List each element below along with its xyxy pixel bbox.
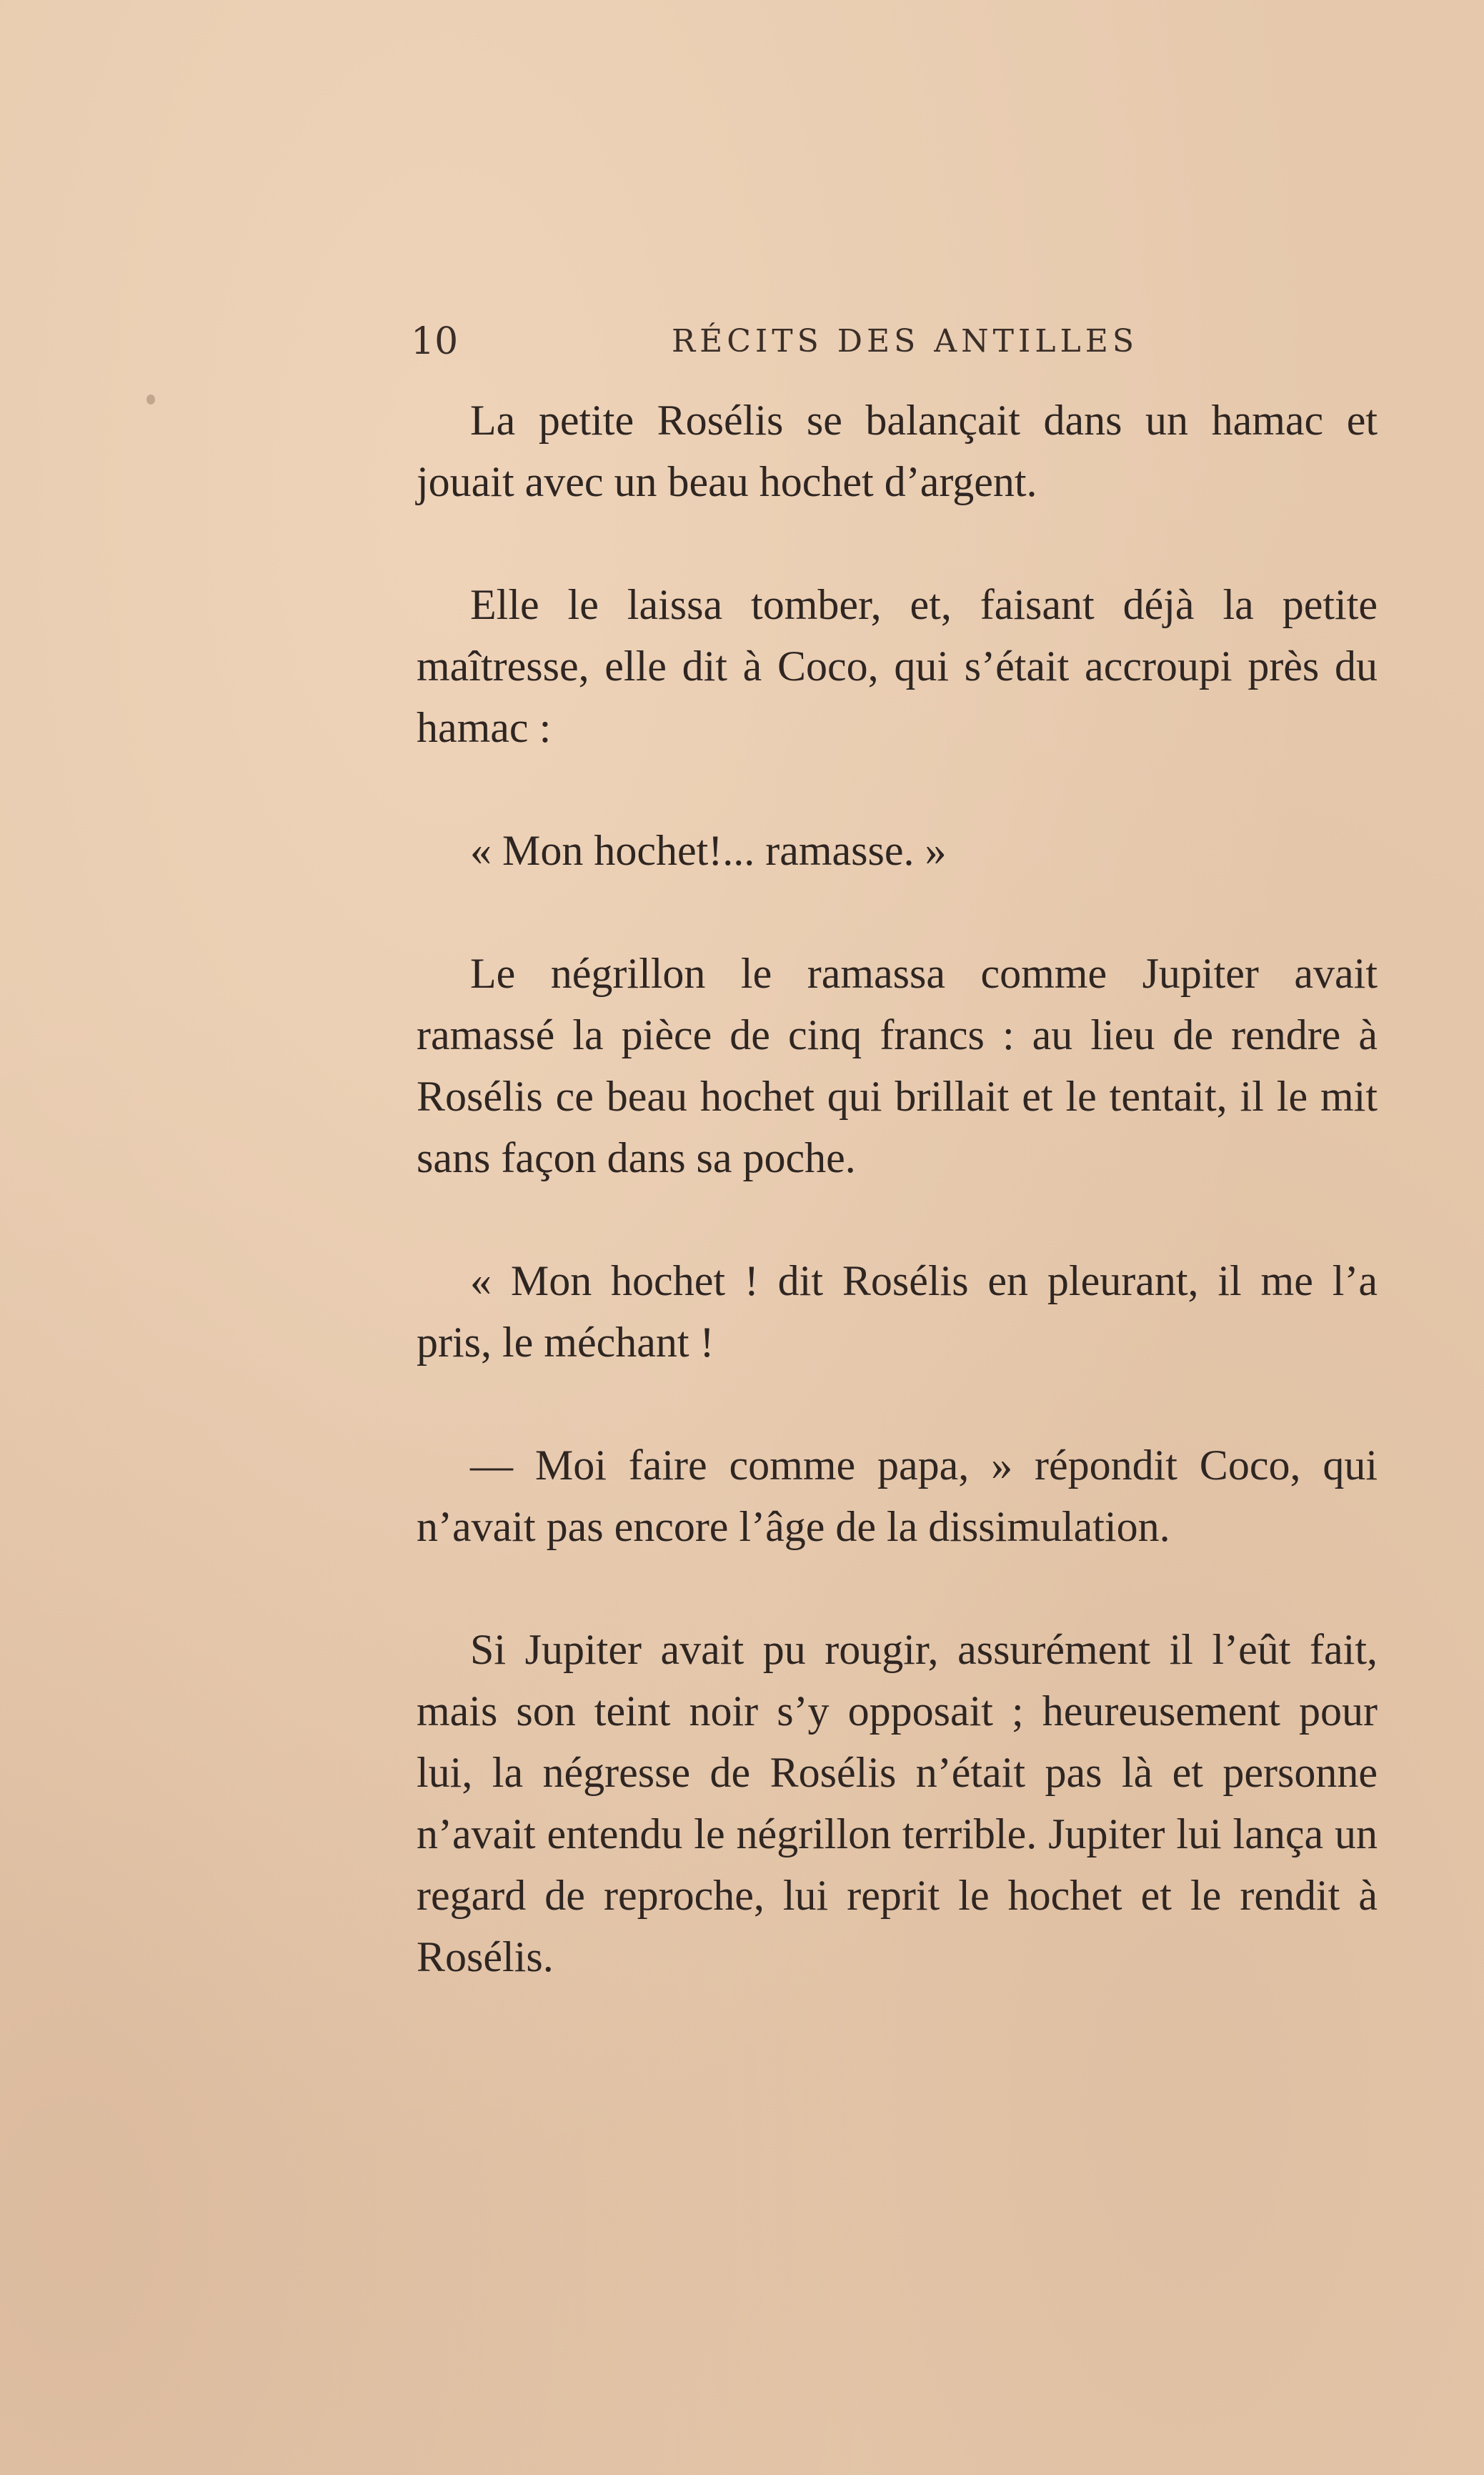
paragraph-5: « Mon hochet ! dit Rosélis en pleurant, il me l’a pris, le méchant ! <box>417 1257 1378 1366</box>
paragraph-4: Le négrillon le ramassa comme Jupiter avait ramassé la pièce de cinq francs : au lieu de rendre à Rosélis ce beau hochet qui brillait et le tentait, il le mit sans façon dans sa poche. <box>417 950 1378 1181</box>
running-head <box>411 313 1383 370</box>
paragraph-6: — Moi faire comme papa, » répondit Coco, qui n’avait pas encore l’âge de la dissimulation. <box>417 1442 1378 1550</box>
body-text <box>417 390 1378 1988</box>
running-title: RÉCITS DES ANTILLES <box>672 323 1138 359</box>
paragraph-3: « Mon hochet!... ramasse. » <box>470 827 947 874</box>
paragraph-1: La petite Rosélis se balançait dans un hamac et jouait avec un beau hochet d’argent. <box>417 397 1378 505</box>
page-number: 10 <box>411 320 459 363</box>
paragraph-2: Elle le laissa tomber, et, faisant déjà la petite maîtresse, elle dit à Coco, qui s’était accroupi près du hamac : <box>417 581 1378 751</box>
ink-spot <box>146 395 155 405</box>
paragraph-7: Si Jupiter avait pu rougir, assurément il l’eût fait, mais son teint noir s’y opposait ; heureusement pour lui, la négresse de Rosélis n’était pas là et personne n’avait entendu le négrillon terrible. Jupiter lui lança un regard de reproche, lui reprit le hochet et le rendit à Rosélis. <box>417 1626 1378 1980</box>
